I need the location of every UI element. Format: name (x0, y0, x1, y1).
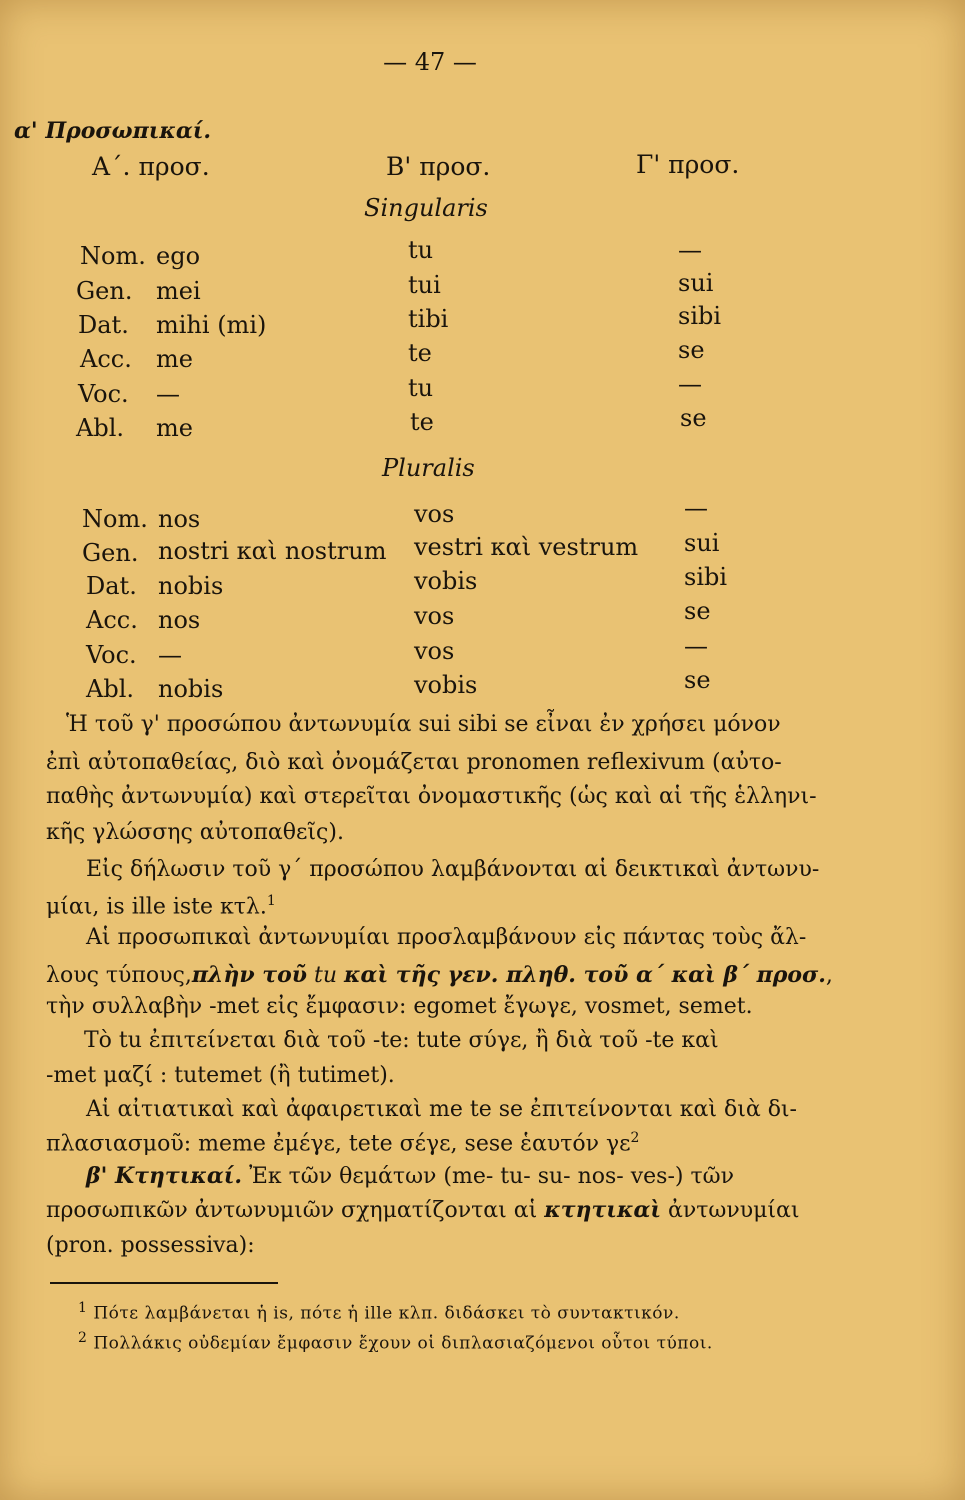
body-text-line (46, 1130, 639, 1156)
third-person-form: se (680, 404, 707, 432)
second-person-form: vos (414, 602, 455, 630)
footnote-number: 2 (78, 1330, 88, 1346)
first-person-form: nostri καὶ nostrum (158, 537, 387, 565)
body-text-line (46, 962, 833, 988)
second-person-form: vos (414, 500, 455, 528)
case-label: Nom. (80, 242, 146, 270)
first-person-form: nobis (158, 572, 224, 600)
section-title: Προσωπικαί. (45, 118, 212, 144)
third-person-form: sui (678, 269, 714, 297)
first-person-form: nos (158, 505, 201, 533)
second-person-form: vestri καὶ vestrum (414, 533, 639, 561)
footnote-text: Πολλάκις οὐδεμίαν ἔμφασιν ἔχουν οἱ διπλασιαζόμενοι οὗτοι τύποι. (93, 1333, 713, 1354)
body-text-span: μίαι, is ille iste κτλ. (46, 894, 267, 920)
footnote-ref: 2 (630, 1130, 640, 1146)
third-person-form: — (684, 494, 708, 522)
column-head-third-person: Γ' προσ. (636, 150, 740, 179)
first-person-form: nos (158, 606, 201, 634)
third-person-form: — (678, 236, 702, 264)
first-person-form: mei (156, 277, 201, 305)
first-person-form: — (158, 641, 182, 669)
case-label: Abl. (86, 675, 134, 703)
case-label: Dat. (86, 572, 137, 600)
body-text-line: ἐπὶ αὐτοπαθείας, διὸ καὶ ὀνομάζεται pronomen reflexivum (αὐτο- (46, 750, 782, 775)
first-person-form: nobis (158, 675, 224, 703)
footnote-text: Πότε λαμβάνεται ἡ is, πότε ἡ ille κλπ. διδάσκει τὸ συντακτικόν. (93, 1303, 680, 1324)
third-person-form: se (678, 336, 705, 364)
body-text-line: παθὴς ἀντωνυμία) καὶ στερεῖται ὀνομαστικῆς (ὡς καὶ αἱ τῆς ἑλληνι- (46, 784, 817, 809)
third-person-form: se (684, 597, 711, 625)
case-label: Voc. (86, 641, 137, 669)
body-text-line: τὴν συλλαβὴν -met εἰς ἔμφασιν: egomet ἔγωγε, vosmet, semet. (46, 994, 753, 1019)
body-text-line: Αἱ προσωπικαὶ ἀντωνυμίαι προσλαμβάνουν εἰς πάντας τοὺς ἄλ- (86, 925, 807, 950)
body-text-line: Ἡ τοῦ γ' προσώπου ἀντωνυμία sui sibi se εἶναι ἐν χρήσει μόνον (66, 712, 781, 737)
body-text-line: -met μαζί : tutemet (ἢ tutimet). (46, 1063, 395, 1088)
body-text-span: Ἐκ τῶν θεμάτων (me- tu- su- nos- ves-) τῶν (249, 1164, 734, 1189)
second-person-form: tui (408, 271, 441, 299)
emphasis-text: πλὴν τοῦ (191, 962, 308, 988)
body-text-line: (pron. possessiva): (46, 1233, 255, 1258)
body-text-span: προσωπικῶν ἀντωνυμιῶν σχηματίζονται αἱ (46, 1198, 538, 1223)
body-text-line: Εἰς δήλωσιν τοῦ γ΄ προσώπου λαμβάνονται αἱ δεικτικαὶ ἀντωνυ- (86, 857, 820, 882)
emphasis-text: κτητικαὶ (544, 1197, 662, 1223)
second-person-form: tu (408, 374, 434, 402)
case-label: Dat. (78, 311, 129, 339)
footnote-divider (50, 1282, 278, 1284)
first-person-form: me (156, 414, 193, 442)
body-text-line: Τὸ tu ἐπιτείνεται διὰ τοῦ -te: tute σύγε, ἢ διὰ τοῦ -te καὶ (84, 1028, 719, 1053)
body-text-span: , (825, 963, 833, 988)
footnote (78, 1330, 713, 1354)
body-text-line: κῆς γλώσσης αὐτοπαθεῖς). (46, 820, 344, 845)
second-person-form: vobis (414, 567, 478, 595)
body-text-line: Αἱ αἰτιατικαὶ καὶ ἀφαιρετικαὶ me te se ἐπιτείνονται καὶ διὰ δι- (86, 1097, 797, 1122)
third-person-form: — (684, 632, 708, 660)
italic-text: tu (314, 963, 338, 988)
footnote-ref: 1 (266, 893, 276, 909)
second-person-form: tibi (408, 305, 449, 333)
third-person-form: sui (684, 529, 720, 557)
column-head-first-person: Α΄. προσ. (92, 152, 210, 181)
plural-heading: Pluralis (382, 454, 475, 482)
case-label: Acc. (80, 345, 132, 373)
body-text-line (46, 1197, 800, 1223)
footnote (78, 1300, 680, 1324)
case-label: Acc. (86, 606, 138, 634)
second-person-form: te (408, 339, 432, 367)
body-text-line (46, 893, 276, 919)
first-person-form: — (156, 380, 180, 408)
singular-heading: Singularis (364, 194, 488, 222)
second-person-form: vos (414, 637, 455, 665)
body-text-line (86, 1163, 734, 1189)
case-label: Abl. (76, 414, 124, 442)
body-text-span: πλασιασμοῦ: meme ἐμέγε, tete σέγε, sese ἑαυτόν γε (46, 1131, 631, 1157)
second-person-form: te (410, 408, 434, 436)
first-person-form: me (156, 345, 193, 373)
first-person-form: ego (156, 242, 201, 270)
second-person-form: tu (408, 236, 434, 264)
case-label: Gen. (82, 539, 139, 567)
section-heading (14, 118, 211, 144)
first-person-form: mihi (mi) (156, 311, 267, 339)
case-label: Gen. (76, 277, 133, 305)
case-label: Voc. (78, 380, 129, 408)
third-person-form: sibi (684, 563, 728, 591)
second-person-form: vobis (414, 671, 478, 699)
emphasis-text: καὶ τῆς γεν. πληθ. τοῦ α΄ καὶ β΄ προσ. (344, 962, 826, 988)
column-head-second-person: Β' προσ. (386, 152, 491, 181)
subsection-title: β' Κτητικαί. (86, 1163, 243, 1189)
page-number: — 47 — (383, 48, 477, 76)
section-marker: α' (14, 118, 38, 144)
third-person-form: se (684, 666, 711, 694)
third-person-form: — (678, 370, 702, 398)
body-text-span: ἀντωνυμίαι (668, 1198, 800, 1223)
third-person-form: sibi (678, 302, 722, 330)
footnote-number: 1 (78, 1300, 88, 1316)
body-text-span: λους τύπους, (46, 963, 192, 988)
case-label: Nom. (82, 505, 148, 533)
